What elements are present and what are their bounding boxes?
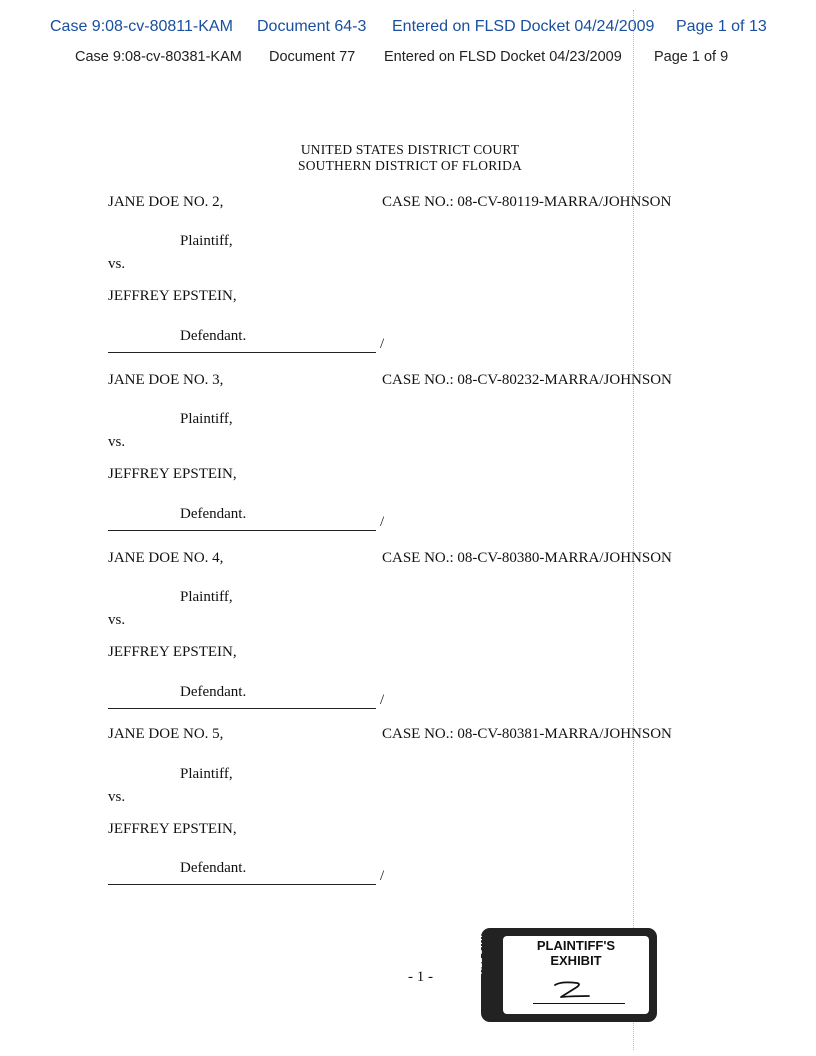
- caption-divider: [108, 884, 376, 885]
- header2-document-number: Document 77: [269, 49, 356, 65]
- caption-slash: /: [380, 692, 385, 708]
- versus-label: vs.: [108, 256, 126, 272]
- defendant-label: Defendant.: [180, 328, 247, 344]
- plaintiff-label: Plaintiff,: [180, 766, 233, 782]
- caption-slash: /: [380, 868, 385, 884]
- case-number: CASE NO.: 08-CV-80380-MARRA/JOHNSON: [382, 550, 672, 566]
- header-entered-date: Entered on FLSD Docket 04/24/2009: [392, 18, 655, 35]
- plaintiff-label: Plaintiff,: [180, 589, 233, 605]
- defendant-name: JEFFREY EPSTEIN,: [108, 644, 237, 660]
- court-name: UNITED STATES DISTRICT COURT: [300, 142, 520, 157]
- header-document-number: Document 64-3: [257, 18, 367, 35]
- stamp-brand-text: ALL-STATE LEGAL®: [475, 890, 484, 974]
- plaintiff-name: JANE DOE NO. 3,: [108, 372, 224, 388]
- defendant-name: JEFFREY EPSTEIN,: [108, 288, 237, 304]
- versus-label: vs.: [108, 789, 126, 805]
- stamp-label-area: [503, 936, 649, 1014]
- plaintiff-label: Plaintiff,: [180, 411, 233, 427]
- handwritten-exhibit-number: [547, 978, 607, 1002]
- plaintiff-label: Plaintiff,: [180, 233, 233, 249]
- defendant-label: Defendant.: [180, 506, 247, 522]
- versus-label: vs.: [108, 612, 126, 628]
- court-district: SOUTHERN DISTRICT OF FLORIDA: [298, 158, 522, 173]
- header2-page-count: Page 1 of 9: [654, 49, 729, 65]
- caption-divider: [108, 530, 376, 531]
- header-case-number: Case 9:08-cv-80811-KAM: [50, 18, 233, 35]
- header2-case-number: Case 9:08-cv-80381-KAM: [75, 49, 242, 65]
- defendant-name: JEFFREY EPSTEIN,: [108, 466, 237, 482]
- plaintiff-name: JANE DOE NO. 4,: [108, 550, 224, 566]
- plaintiff-name: JANE DOE NO. 5,: [108, 726, 224, 742]
- stamp-signature-line: [533, 1003, 625, 1004]
- stamp-subtitle: EXHIBIT: [550, 953, 602, 968]
- case-number: CASE NO.: 08-CV-80381-MARRA/JOHNSON: [382, 726, 672, 742]
- defendant-label: Defendant.: [180, 860, 247, 876]
- scan-edge-line: [633, 10, 634, 1050]
- caption-slash: /: [380, 514, 385, 530]
- page-number: - 1 -: [408, 969, 433, 985]
- stamp-title: PLAINTIFF'S: [536, 938, 616, 953]
- caption-slash: /: [380, 336, 385, 352]
- caption-divider: [108, 352, 376, 353]
- defendant-label: Defendant.: [180, 684, 247, 700]
- header-page-count: Page 1 of 13: [676, 18, 767, 35]
- defendant-name: JEFFREY EPSTEIN,: [108, 821, 237, 837]
- plaintiff-name: JANE DOE NO. 2,: [108, 194, 224, 210]
- case-number: CASE NO.: 08-CV-80119-MARRA/JOHNSON: [382, 194, 672, 210]
- caption-divider: [108, 708, 376, 709]
- exhibit-stamp: [475, 890, 657, 1022]
- case-number: CASE NO.: 08-CV-80232-MARRA/JOHNSON: [382, 372, 672, 388]
- versus-label: vs.: [108, 434, 126, 450]
- header2-entered-date: Entered on FLSD Docket 04/23/2009: [384, 49, 622, 65]
